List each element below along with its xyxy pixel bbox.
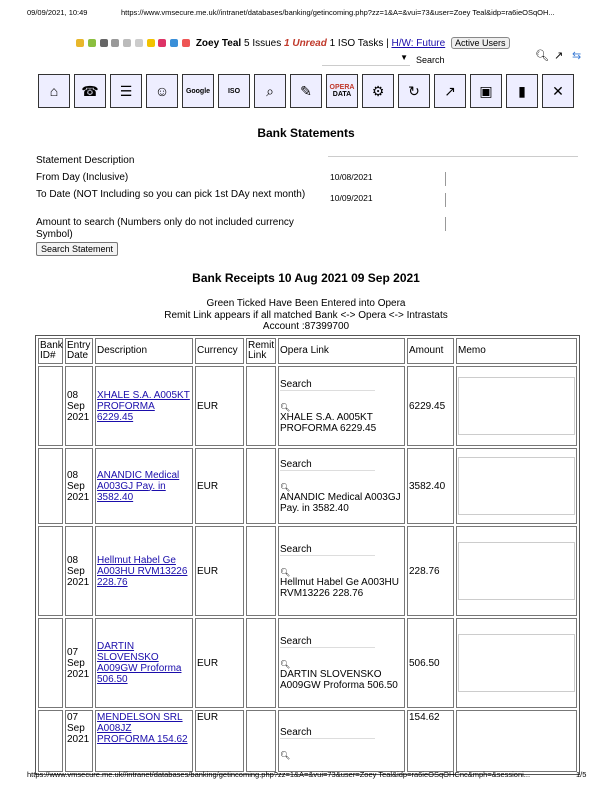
status-bar <box>76 37 510 51</box>
iso-label: ISO <box>227 87 241 95</box>
header-memo: Memo <box>456 338 577 364</box>
currency-cell: EUR <box>195 448 244 524</box>
opera-search-link[interactable]: Search <box>280 636 375 648</box>
page-number: 1/5 <box>576 770 587 779</box>
box-button[interactable] <box>470 74 502 108</box>
opera-search-link[interactable]: Search <box>280 379 375 391</box>
users-icon: ☺ <box>154 83 170 99</box>
form-top-rule <box>328 156 578 157</box>
issues-count[interactable]: 5 Issues <box>243 38 282 49</box>
description-link[interactable]: MENDELSON SRL A008JZ PROFORMA 154.62 <box>97 712 188 745</box>
opera-link-cell <box>278 448 405 524</box>
phone-icon: ☎ <box>81 83 99 99</box>
opera-link-cell <box>278 710 405 772</box>
table-row <box>38 366 577 446</box>
from-day-label: From Day (Inclusive) <box>36 172 129 183</box>
header-bank-id: Bank ID# <box>38 338 63 364</box>
notes <box>0 298 612 333</box>
entry-date-cell: 07 Sep 2021 <box>65 618 93 708</box>
flag-icon[interactable] <box>182 39 190 47</box>
currency-cell: EUR <box>195 526 244 616</box>
unread-count[interactable]: 1 Unread <box>284 38 327 49</box>
amount-cell: 154.62 <box>407 710 454 772</box>
search-icon[interactable]: 🔍︎ <box>280 482 291 492</box>
phone-button[interactable] <box>74 74 106 108</box>
search-select[interactable] <box>322 53 410 66</box>
remit-link-cell <box>246 618 276 708</box>
currency-cell: EUR <box>195 366 244 446</box>
pencil-icon: ✎ <box>300 83 312 99</box>
tasks-icon: ☰ <box>119 83 133 99</box>
home-icon: ⌂ <box>49 83 59 99</box>
chevron-down-icon: ▼ <box>400 53 408 62</box>
opera-link-cell <box>278 366 405 446</box>
statement-description-label: Statement Description <box>36 155 135 166</box>
opera-link-cell <box>278 526 405 616</box>
memo-input[interactable] <box>458 634 575 692</box>
bank-id-cell <box>38 526 63 616</box>
account-number: Account :87399700 <box>262 321 350 332</box>
active-users-button[interactable]: Active Users <box>451 37 510 49</box>
pin-icon[interactable] <box>100 39 108 47</box>
book-button[interactable] <box>506 74 538 108</box>
bank-id-cell <box>38 710 63 772</box>
page-title: Bank Statements <box>257 126 355 140</box>
calendar-icon[interactable] <box>123 39 131 47</box>
bank-id-cell <box>38 448 63 524</box>
description-link[interactable]: DARTIN SLOVENSKO A009GW Proforma 506.50 <box>97 641 182 685</box>
header-opera-link: Opera Link <box>278 338 405 364</box>
amount-label: Amount to search (Numbers only do not included currency Symbol) <box>36 217 294 240</box>
opera-match-text: XHALE S.A. A005KT PROFORMA 6229.45 <box>280 411 377 434</box>
from-day-input[interactable]: 10/08/2021 <box>328 172 446 186</box>
search-icon[interactable]: 🔍︎ <box>280 567 291 577</box>
receipts-title: Bank Receipts 10 Aug 2021 09 Sep 2021 <box>192 271 420 285</box>
tasks-button[interactable] <box>110 74 142 108</box>
gears-icon: ⚙ <box>371 83 385 99</box>
footer-url: https://www.vmsecure.me.uk//intranet/databases/banking/getincoming.php?zz=1&A=&vui=73&user=Zoey Teal&idp=ra6ieOSqOHCnc&mph=&sessioni... <box>27 770 531 779</box>
search-icon[interactable]: 🔍︎ <box>535 50 549 62</box>
description-cell <box>95 366 193 446</box>
print-url: https://www.vmsecure.me.uk//intranet/databases/banking/getincoming.php?zz=1&A=&vui=73&user=Zoey Teal&idp=ra6ieOSqOH... <box>121 8 555 17</box>
print-datetime: 09/09/2021, 10:49 <box>27 8 88 17</box>
search-statement-button[interactable]: Search Statement <box>36 242 118 256</box>
table-row <box>38 448 577 524</box>
description-cell <box>95 710 193 772</box>
opera-label: OPERA <box>329 84 355 91</box>
memo-cell <box>456 710 577 772</box>
receipts-table <box>35 335 580 775</box>
refresh-icon: ↻ <box>408 83 420 99</box>
cloud-icon[interactable] <box>170 39 178 47</box>
refresh-arrows-icon[interactable]: ⇆ <box>572 50 582 62</box>
amount-cell: 506.50 <box>407 618 454 708</box>
google-button[interactable] <box>182 74 214 108</box>
star-icon[interactable] <box>76 39 84 47</box>
opera-search-link[interactable]: Search <box>280 727 375 739</box>
opera-match-text: Hellmut Habel Ge A003HU RVM13226 228.76 <box>280 576 399 599</box>
settings-button[interactable] <box>362 74 394 108</box>
data-label: DATA <box>332 91 352 98</box>
box-icon: ▣ <box>479 83 493 99</box>
search-row <box>322 50 607 67</box>
opera-search-link[interactable]: Search <box>280 459 375 471</box>
print-footer <box>0 770 612 782</box>
header-entry-date: Entry Date <box>65 338 93 364</box>
close-button[interactable] <box>542 74 574 108</box>
currency-cell: EUR <box>195 618 244 708</box>
remit-link-cell <box>246 526 276 616</box>
opera-search-link[interactable]: Search <box>280 544 375 556</box>
currency-cell: EUR <box>195 710 244 772</box>
entry-date-cell: 07 Sep 2021 <box>65 710 93 772</box>
print-header <box>0 8 612 20</box>
home-button[interactable] <box>38 74 70 108</box>
bank-id-cell <box>38 618 63 708</box>
memo-input[interactable] <box>458 377 575 435</box>
header-amount: Amount <box>407 338 454 364</box>
amount-cell: 6229.45 <box>407 366 454 446</box>
description-link[interactable]: Hellmut Habel Ge A003HU RVM13226 228.76 <box>97 554 188 588</box>
table-row <box>38 526 577 616</box>
search-icon[interactable]: 🔍︎ <box>280 659 291 669</box>
magnifier-icon: ⌕ <box>266 83 274 99</box>
description-cell <box>95 448 193 524</box>
chart-icon: ↗ <box>444 83 456 99</box>
table-header-row <box>38 338 577 364</box>
description-cell <box>95 526 193 616</box>
search-label[interactable]: Search <box>416 55 445 65</box>
amount-input[interactable] <box>328 217 446 231</box>
remit-link-cell <box>246 710 276 772</box>
smiley-icon[interactable] <box>147 39 155 47</box>
opera-match-text: DARTIN SLOVENSKO A009GW Proforma 506.50 <box>280 668 398 691</box>
iso-button[interactable] <box>218 74 250 108</box>
memo-cell <box>456 526 577 616</box>
book-icon: ▮ <box>518 83 526 99</box>
external-link-icon[interactable]: ↗ <box>554 50 564 62</box>
amount-cell: 228.76 <box>407 526 454 616</box>
memo-cell <box>456 618 577 708</box>
opera-match-text: ANANDIC Medical A003GJ Pay. in 3582.40 <box>280 491 401 514</box>
note-green-ticked: Green Ticked Have Been Entered into Opera <box>206 298 406 309</box>
entry-date-cell: 08 Sep 2021 <box>65 526 93 616</box>
header-description: Description <box>95 338 193 364</box>
remit-link-cell <box>246 448 276 524</box>
table-row <box>38 618 577 708</box>
amount-cell: 3582.40 <box>407 448 454 524</box>
google-label: Google <box>185 87 211 95</box>
to-date-input[interactable]: 10/09/2021 <box>328 193 446 207</box>
recycle-icon[interactable] <box>88 39 96 47</box>
document-icon[interactable] <box>135 39 143 47</box>
memo-input[interactable] <box>458 542 575 600</box>
description-link[interactable]: ANANDIC Medical A003GJ Pay. in 3582.40 <box>97 469 180 503</box>
bank-id-cell <box>38 366 63 446</box>
description-link[interactable]: XHALE S.A. A005KT PROFORMA 6229.45 <box>97 389 190 423</box>
header-remit-link: Remit Link <box>246 338 276 364</box>
opera-data-button[interactable] <box>326 74 358 108</box>
refresh-button[interactable] <box>398 74 430 108</box>
chart-button[interactable] <box>434 74 466 108</box>
memo-input[interactable] <box>458 457 575 515</box>
heart-icon[interactable] <box>158 39 166 47</box>
gear-icon[interactable] <box>111 39 119 47</box>
table-row <box>38 710 577 772</box>
header-currency: Currency <box>195 338 244 364</box>
search-icon[interactable]: 🔍︎ <box>280 402 291 412</box>
edit-button[interactable] <box>290 74 322 108</box>
description-cell <box>95 618 193 708</box>
remit-link-cell <box>246 366 276 446</box>
to-date-label: To Date (NOT Including so you can pick 1st DAy next month) <box>36 189 306 200</box>
iso-tasks-count[interactable]: 1 ISO Tasks | <box>329 38 389 49</box>
note-remit-link: Remit Link appears if all matched Bank <-> Opera <-> Intrastats <box>164 309 448 321</box>
memo-cell <box>456 448 577 524</box>
current-user: Zoey Teal <box>195 38 242 49</box>
close-icon: ✕ <box>552 83 564 99</box>
search-icon[interactable]: 🔍︎ <box>280 751 291 760</box>
entry-date-cell: 08 Sep 2021 <box>65 448 93 524</box>
magnifier-button[interactable] <box>254 74 286 108</box>
memo-cell <box>456 366 577 446</box>
entry-date-cell: 08 Sep 2021 <box>65 366 93 446</box>
hw-future-link[interactable]: H/W: Future <box>391 38 446 49</box>
users-button[interactable] <box>146 74 178 108</box>
opera-link-cell <box>278 618 405 708</box>
